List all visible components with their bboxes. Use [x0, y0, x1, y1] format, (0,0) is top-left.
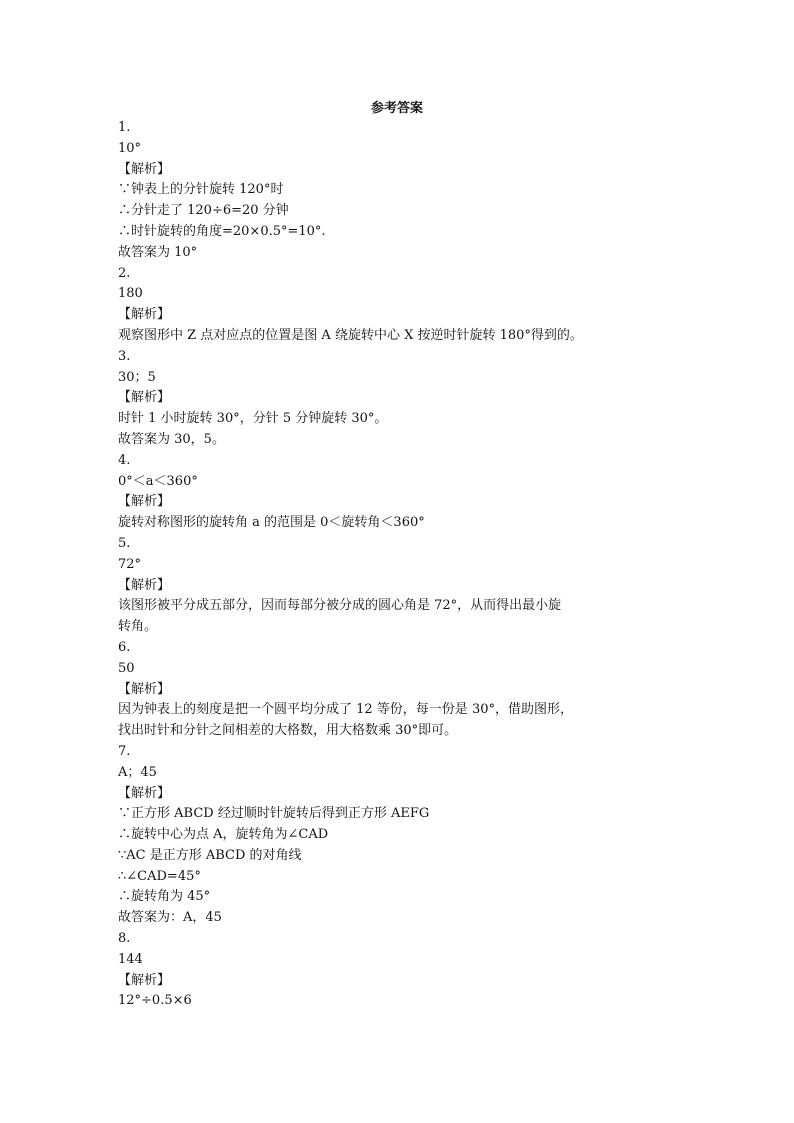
text-line: 144: [118, 951, 143, 967]
text-line: 【解析】: [118, 307, 171, 323]
text-line: ∴分针走了 120÷6=20 分钟: [118, 203, 289, 219]
answer-content: [118, 118, 688, 1012]
text-line: 故答案为 10°: [118, 244, 198, 260]
text-line: 6.: [118, 639, 131, 655]
text-line: 8.: [118, 931, 131, 947]
text-line: 【解析】: [118, 681, 171, 697]
text-line: 12°÷0.5×6: [118, 993, 192, 1009]
text-line: 观察图形中 Z 点对应点的位置是图 A 绕旋转中心 X 按逆时针旋转 180°得到的。: [118, 327, 583, 343]
text-line: 【解析】: [118, 972, 171, 988]
text-line: ∵正方形 ABCD 经过顺时针旋转后得到正方形 AEFG: [118, 806, 430, 822]
text-line: ∵钟表上的分针旋转 120°时: [118, 182, 284, 198]
text-line: 0°＜a＜360°: [118, 473, 198, 489]
text-line: ∵AC 是正方形 ABCD 的对角线: [118, 847, 302, 863]
text-line: 【解析】: [118, 785, 171, 801]
text-line: ∴∠CAD=45°: [118, 868, 201, 884]
text-line: ∴旋转中心为点 A，旋转角为∠CAD: [118, 827, 329, 843]
text-line: 4.: [118, 452, 131, 468]
page-title: 参考答案: [370, 101, 423, 116]
text-line: 72°: [118, 556, 142, 572]
text-line: 3.: [118, 348, 131, 364]
text-line: 10°: [118, 140, 142, 156]
text-line: 旋转对称图形的旋转角 a 的范围是 0＜旋转角＜360°: [118, 515, 425, 531]
text-line: 因为钟表上的刻度是把一个圆平均分成了 12 等份，每一份是 30°，借助图形，: [118, 702, 573, 718]
text-line: 50: [118, 660, 135, 676]
text-line: 【解析】: [118, 390, 171, 406]
text-line: 2.: [118, 265, 131, 281]
text-line: 7.: [118, 743, 131, 759]
text-line: 【解析】: [118, 161, 171, 177]
text-line: A；45: [118, 764, 157, 780]
text-line: ∴旋转角为 45°: [118, 889, 211, 905]
text-line: 故答案为：A，45: [118, 910, 222, 926]
text-line: 时针 1 小时旋转 30°，分针 5 分钟旋转 30°。: [118, 411, 388, 427]
text-line: 转角。: [118, 619, 158, 635]
text-line: ∴时针旋转的角度=20×0.5°=10°.: [118, 223, 326, 239]
text-line: 5.: [118, 535, 131, 551]
text-line: 30；5: [118, 369, 156, 385]
text-line: 故答案为 30，5。: [118, 431, 225, 447]
text-line: 找出时针和分针之间相差的大格数，用大格数乘 30°即可。: [118, 723, 458, 739]
text-line: 180: [118, 286, 143, 302]
text-line: 该图形被平分成五部分，因而每部分被分成的圆心角是 72°，从而得出最小旋: [118, 598, 562, 614]
text-line: 【解析】: [118, 577, 171, 593]
text-line: 1.: [118, 120, 131, 135]
text-line: 【解析】: [118, 494, 171, 510]
